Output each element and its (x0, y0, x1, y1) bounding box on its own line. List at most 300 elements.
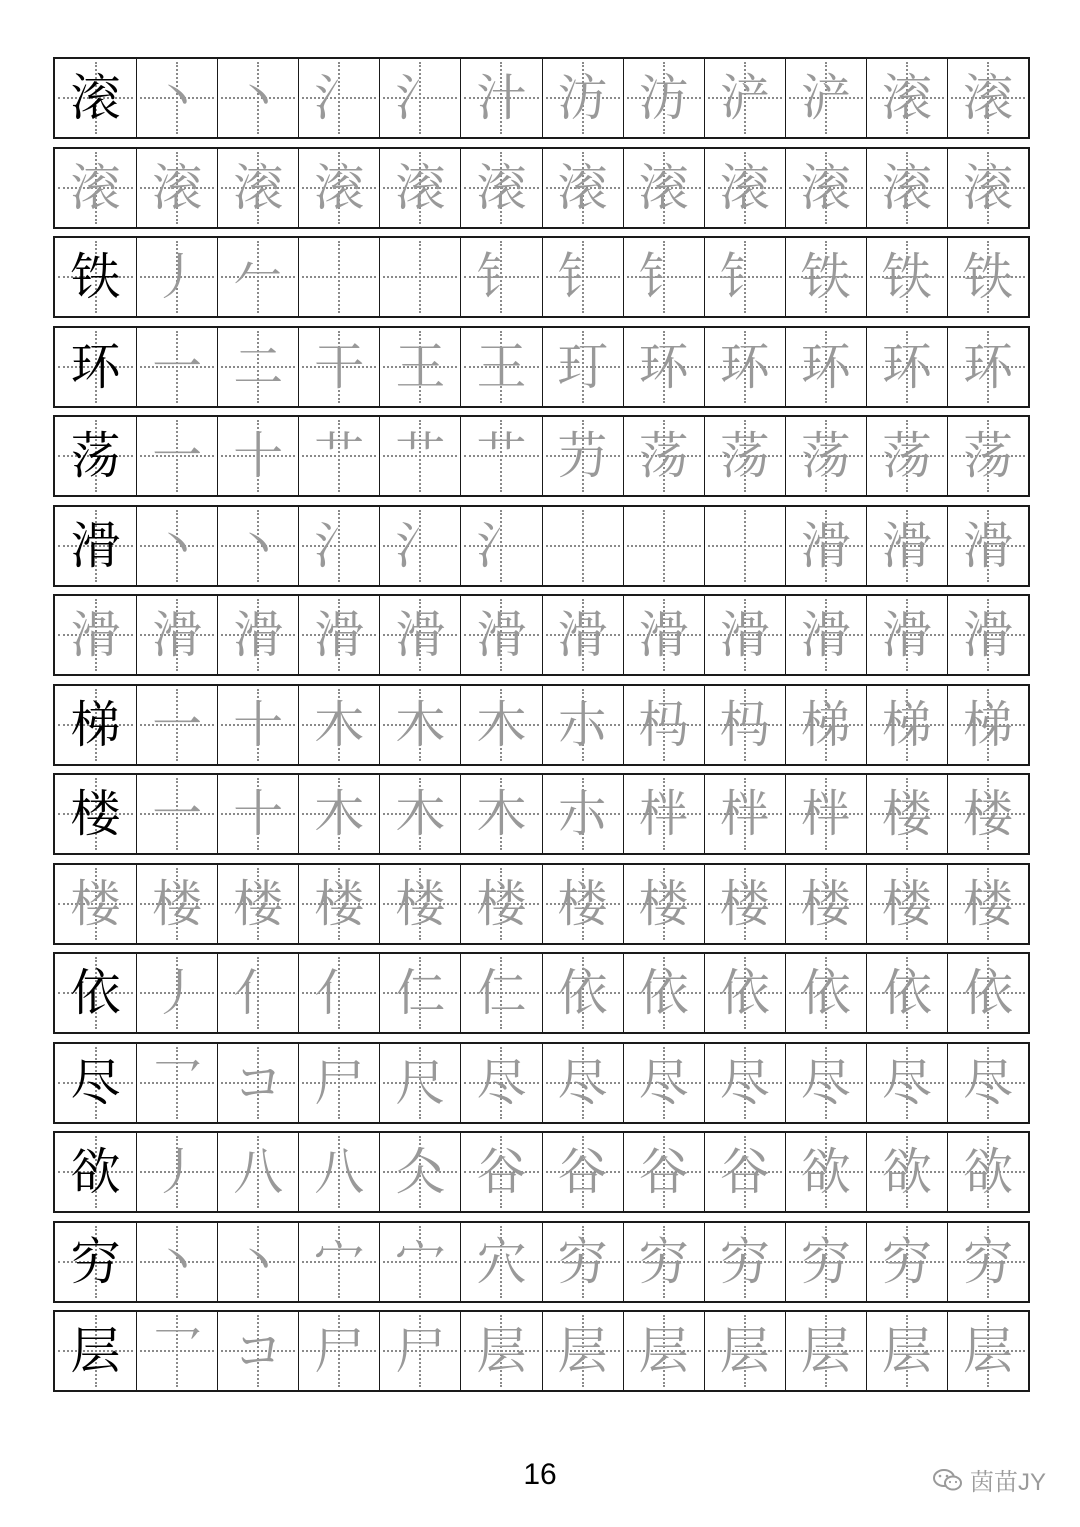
practice-row (53, 415, 1030, 497)
trace-character: 铁 (962, 248, 1013, 306)
trace-character: 𠂉 (233, 248, 284, 306)
trace-character: 依 (962, 964, 1013, 1022)
trace-character: 钅 (476, 248, 527, 306)
trace-character: 尽 (557, 1054, 608, 1112)
grid-cell (298, 775, 379, 853)
trace-character: 滚 (395, 159, 446, 217)
watermark (932, 1462, 1046, 1497)
trace-character: 滑 (314, 606, 365, 664)
practice-row (53, 147, 1030, 229)
trace-character: 八 (314, 1143, 365, 1201)
trace-character: 欲 (800, 1143, 851, 1201)
trace-character: 铁 (800, 248, 851, 306)
trace-character: 滑 (800, 517, 851, 575)
trace-character: 滚 (557, 159, 608, 217)
trace-character: 尽 (800, 1054, 851, 1112)
grid-cell (55, 954, 136, 1032)
grid-cell (866, 775, 947, 853)
grid-cell (217, 328, 298, 406)
grid-cell (785, 1133, 866, 1211)
trace-character: 汸 (557, 69, 608, 127)
trace-character: 楼 (395, 875, 446, 933)
grid-cell (704, 417, 785, 495)
trace-character: 一 (152, 338, 203, 396)
trace-character: 谷 (638, 1143, 689, 1201)
trace-character: 丶 (233, 517, 284, 575)
grid-cell (785, 954, 866, 1032)
model-character: 环 (70, 338, 121, 396)
grid-cell (136, 1133, 217, 1211)
grid-cell (379, 1312, 460, 1390)
grid-cell (704, 149, 785, 227)
trace-character: 木 (395, 696, 446, 754)
grid-cell (785, 238, 866, 316)
grid-cell (866, 149, 947, 227)
trace-character: 杩 (719, 696, 770, 754)
grid-cell (298, 328, 379, 406)
grid-cell (379, 59, 460, 137)
grid-cell (947, 596, 1028, 674)
grid-cell (136, 1044, 217, 1122)
trace-character: 尽 (476, 1054, 527, 1112)
grid-cell (866, 1133, 947, 1211)
model-character: 滑 (70, 517, 121, 575)
grid-cell (704, 686, 785, 764)
grid-cell (785, 417, 866, 495)
trace-character: 依 (638, 964, 689, 1022)
trace-character: 楼 (557, 875, 608, 933)
grid-cell (379, 775, 460, 853)
trace-character: 氵 (476, 517, 527, 575)
trace-character: 木 (314, 785, 365, 843)
trace-character: 滚 (233, 159, 284, 217)
grid-cell (460, 417, 541, 495)
trace-character: 钅 (557, 248, 608, 306)
trace-character: 丿 (152, 248, 203, 306)
trace-character: 穴 (476, 1233, 527, 1291)
grid-cell (947, 238, 1028, 316)
grid-cell (55, 507, 136, 585)
trace-character: コ (233, 1054, 284, 1112)
trace-character: 滚 (800, 159, 851, 217)
grid-cell (136, 1312, 217, 1390)
grid-cell (866, 328, 947, 406)
grid-cell (379, 865, 460, 943)
grid-cell (704, 775, 785, 853)
model-character: 欲 (70, 1143, 121, 1201)
grid-cell (785, 686, 866, 764)
practice-row (53, 1310, 1030, 1392)
grid-cell (947, 507, 1028, 585)
grid-cell (947, 1312, 1028, 1390)
trace-character: 浐 (800, 69, 851, 127)
trace-character: 十 (233, 427, 284, 485)
grid-cell (947, 149, 1028, 227)
trace-character: 朩 (557, 696, 608, 754)
grid-cell (298, 686, 379, 764)
trace-character: 二 (233, 338, 284, 396)
trace-character: 穷 (638, 1233, 689, 1291)
grid-cell (542, 954, 623, 1032)
trace-character: 干 (314, 338, 365, 396)
grid-cell (785, 596, 866, 674)
trace-character: 依 (719, 964, 770, 1022)
grid-cell (460, 238, 541, 316)
trace-character: 汸 (638, 69, 689, 127)
grid-cell (704, 1223, 785, 1301)
grid-cell (379, 1133, 460, 1211)
grid-cell (298, 1312, 379, 1390)
grid-cell (217, 686, 298, 764)
trace-character: 穷 (719, 1233, 770, 1291)
grid-cell (298, 865, 379, 943)
model-character: 穷 (70, 1233, 121, 1291)
trace-character: 梯 (881, 696, 932, 754)
trace-character: 谷 (476, 1143, 527, 1201)
trace-character: 艹 (395, 427, 446, 485)
trace-character: 十 (233, 696, 284, 754)
grid-cell (460, 954, 541, 1032)
trace-character: 氵 (314, 69, 365, 127)
grid-cell (298, 149, 379, 227)
grid-cell (866, 507, 947, 585)
grid-cell (947, 1044, 1028, 1122)
trace-character: 楼 (152, 875, 203, 933)
grid-cell (947, 865, 1028, 943)
trace-character: 八 (233, 1143, 284, 1201)
trace-character: 依 (557, 964, 608, 1022)
grid-cell (623, 328, 704, 406)
grid-cell (460, 1312, 541, 1390)
practice-row (53, 773, 1030, 855)
grid-cell (460, 596, 541, 674)
grid-cell (623, 238, 704, 316)
grid-cell (136, 954, 217, 1032)
trace-character: 滚 (638, 159, 689, 217)
trace-character: 滑 (962, 517, 1013, 575)
grid-cell (55, 328, 136, 406)
model-character: 滚 (70, 69, 121, 127)
grid-cell (136, 596, 217, 674)
practice-row (53, 1042, 1030, 1124)
grid-cell (379, 596, 460, 674)
grid-cell (217, 507, 298, 585)
trace-character: 芀 (557, 427, 608, 485)
trace-character: 柈 (719, 785, 770, 843)
grid-cell (947, 775, 1028, 853)
grid-cell (866, 59, 947, 137)
trace-character: 一 (152, 696, 203, 754)
grid-cell (947, 686, 1028, 764)
practice-row (53, 594, 1030, 676)
grid-cell (460, 1223, 541, 1301)
grid-cell (217, 149, 298, 227)
trace-character: 尸 (314, 1322, 365, 1380)
grid-cell (460, 1133, 541, 1211)
trace-character: 玎 (557, 338, 608, 396)
grid-cell (55, 149, 136, 227)
grid-cell (542, 238, 623, 316)
trace-character: 滑 (881, 517, 932, 575)
trace-character: 乛 (152, 1322, 203, 1380)
trace-character: 穷 (881, 1233, 932, 1291)
grid-cell (785, 865, 866, 943)
trace-character: 滚 (881, 159, 932, 217)
trace-character: 尸 (314, 1054, 365, 1112)
grid-cell (704, 1133, 785, 1211)
practice-row (53, 1131, 1030, 1213)
trace-character: 尽 (638, 1054, 689, 1112)
grid-cell (298, 1223, 379, 1301)
grid-cell (785, 328, 866, 406)
grid-cell (785, 1223, 866, 1301)
trace-character: 荡 (962, 427, 1013, 485)
trace-character: 朩 (557, 785, 608, 843)
trace-character: 谷 (557, 1143, 608, 1201)
trace-character: 楼 (881, 875, 932, 933)
grid-cell (704, 954, 785, 1032)
grid-cell (379, 149, 460, 227)
trace-character: 层 (476, 1322, 527, 1380)
grid-cell (379, 238, 460, 316)
grid-cell (866, 417, 947, 495)
grid-cell (542, 417, 623, 495)
trace-character: 木 (314, 696, 365, 754)
trace-character: 丿 (152, 964, 203, 1022)
trace-character: 荡 (881, 427, 932, 485)
trace-character: 柈 (638, 785, 689, 843)
trace-character: 仌 (395, 1143, 446, 1201)
grid-cell (866, 865, 947, 943)
practice-row (53, 684, 1030, 766)
grid-cell (704, 865, 785, 943)
model-character: 梯 (70, 696, 121, 754)
trace-character: 滚 (962, 69, 1013, 127)
grid-cell (460, 507, 541, 585)
grid-cell (136, 149, 217, 227)
grid-cell (623, 1133, 704, 1211)
trace-character: 环 (881, 338, 932, 396)
grid-cell (704, 1044, 785, 1122)
trace-character: 欲 (881, 1143, 932, 1201)
trace-character: 穷 (557, 1233, 608, 1291)
grid-cell (542, 507, 623, 585)
grid-cell (298, 954, 379, 1032)
grid-cell (217, 865, 298, 943)
grid-cell (785, 775, 866, 853)
practice-row (53, 863, 1030, 945)
trace-character: 穷 (962, 1233, 1013, 1291)
grid-cell (298, 238, 379, 316)
trace-character: 楼 (800, 875, 851, 933)
trace-character: 欲 (962, 1143, 1013, 1201)
trace-character: 氵 (395, 517, 446, 575)
trace-character: 宀 (314, 1233, 365, 1291)
grid-cell (623, 954, 704, 1032)
grid-cell (55, 775, 136, 853)
grid-cell (55, 1312, 136, 1390)
grid-cell (704, 596, 785, 674)
grid-cell (785, 149, 866, 227)
trace-character: 丶 (233, 69, 284, 127)
model-character: 铁 (70, 248, 121, 306)
trace-character: 楼 (881, 785, 932, 843)
trace-character: 穷 (800, 1233, 851, 1291)
trace-character: 丶 (233, 1233, 284, 1291)
grid-cell (136, 1223, 217, 1301)
grid-cell (55, 865, 136, 943)
grid-cell (298, 417, 379, 495)
trace-character: 尽 (719, 1054, 770, 1112)
trace-character: 滑 (881, 606, 932, 664)
grid-cell (379, 686, 460, 764)
trace-character: 亻 (233, 964, 284, 1022)
grid-cell (217, 954, 298, 1032)
trace-character: 滑 (70, 606, 121, 664)
grid-cell (136, 59, 217, 137)
grid-cell (866, 1044, 947, 1122)
grid-cell (217, 1133, 298, 1211)
model-character: 尽 (70, 1054, 121, 1112)
trace-character: 钅 (719, 248, 770, 306)
trace-character: 仁 (395, 964, 446, 1022)
trace-character: 楼 (233, 875, 284, 933)
trace-character: 层 (800, 1322, 851, 1380)
watermark-text: 茵苗JY (969, 1469, 1046, 1496)
grid-cell (460, 1044, 541, 1122)
grid-cell (136, 238, 217, 316)
grid-cell (298, 1133, 379, 1211)
grid-cell (298, 507, 379, 585)
trace-character: 氵 (395, 69, 446, 127)
trace-character: 环 (638, 338, 689, 396)
grid-cell (136, 775, 217, 853)
grid-cell (623, 1044, 704, 1122)
trace-character: 丶 (152, 517, 203, 575)
trace-character: 层 (638, 1322, 689, 1380)
wechat-icon (932, 1467, 964, 1493)
grid-cell (379, 1223, 460, 1301)
trace-character: 层 (881, 1322, 932, 1380)
grid-cell (947, 1133, 1028, 1211)
trace-character: 依 (881, 964, 932, 1022)
trace-character: コ (233, 1322, 284, 1380)
trace-character: 梯 (962, 696, 1013, 754)
trace-character: 谷 (719, 1143, 770, 1201)
grid-cell (947, 59, 1028, 137)
grid-cell (866, 1223, 947, 1301)
grid-cell (542, 149, 623, 227)
grid-cell (704, 59, 785, 137)
grid-cell (704, 507, 785, 585)
grid-cell (542, 775, 623, 853)
grid-cell (217, 59, 298, 137)
grid-cell (542, 1312, 623, 1390)
grid-cell (460, 775, 541, 853)
grid-cell (460, 865, 541, 943)
practice-row (53, 326, 1030, 408)
trace-character: 艹 (314, 427, 365, 485)
grid-cell (379, 417, 460, 495)
grid-cell (542, 328, 623, 406)
grid-cell (136, 417, 217, 495)
grid-cell (947, 328, 1028, 406)
trace-character: 滚 (152, 159, 203, 217)
grid-cell (136, 686, 217, 764)
grid-cell (55, 238, 136, 316)
trace-character: 尺 (395, 1054, 446, 1112)
grid-cell (623, 59, 704, 137)
trace-character: 王 (476, 338, 527, 396)
grid-cell (866, 596, 947, 674)
grid-cell (136, 865, 217, 943)
grid-cell (217, 596, 298, 674)
trace-character: 木 (476, 696, 527, 754)
trace-character: 荡 (800, 427, 851, 485)
trace-character: 楼 (476, 875, 527, 933)
grid-cell (298, 596, 379, 674)
grid-cell (542, 596, 623, 674)
grid-cell (379, 507, 460, 585)
trace-character: 环 (962, 338, 1013, 396)
grid-cell (623, 865, 704, 943)
trace-character: 钅 (638, 248, 689, 306)
trace-character: 丶 (152, 69, 203, 127)
trace-character: 滑 (719, 606, 770, 664)
trace-character: 环 (719, 338, 770, 396)
grid-cell (217, 1044, 298, 1122)
grid-cell (623, 149, 704, 227)
trace-character: 滑 (233, 606, 284, 664)
trace-character: 杩 (638, 696, 689, 754)
grid-cell (55, 686, 136, 764)
grid-cell (623, 686, 704, 764)
grid-cell (55, 1044, 136, 1122)
grid-cell (704, 238, 785, 316)
grid-cell (866, 238, 947, 316)
trace-character: 滚 (314, 159, 365, 217)
trace-character: 王 (395, 338, 446, 396)
grid-cell (217, 417, 298, 495)
trace-character: 尽 (962, 1054, 1013, 1112)
grid-cell (55, 1223, 136, 1301)
grid-cell (55, 59, 136, 137)
grid-cell (623, 1312, 704, 1390)
trace-character: 依 (800, 964, 851, 1022)
grid-cell (542, 1044, 623, 1122)
trace-character: 荡 (638, 427, 689, 485)
grid-cell (785, 1044, 866, 1122)
trace-character: 木 (476, 785, 527, 843)
grid-cell (704, 1312, 785, 1390)
grid-cell (217, 775, 298, 853)
grid-cell (460, 149, 541, 227)
trace-character: 丿 (152, 1143, 203, 1201)
trace-character: 亻 (314, 964, 365, 1022)
grid-cell (623, 507, 704, 585)
page-number: 16 (523, 1458, 557, 1491)
grid-cell (136, 328, 217, 406)
grid-cell (298, 1044, 379, 1122)
grid-cell (542, 1133, 623, 1211)
grid-cell (55, 417, 136, 495)
trace-character: 滑 (962, 606, 1013, 664)
trace-character: 浐 (719, 69, 770, 127)
trace-character: 楼 (962, 875, 1013, 933)
grid-cell (623, 775, 704, 853)
trace-character: 滑 (800, 606, 851, 664)
grid-cell (866, 954, 947, 1032)
